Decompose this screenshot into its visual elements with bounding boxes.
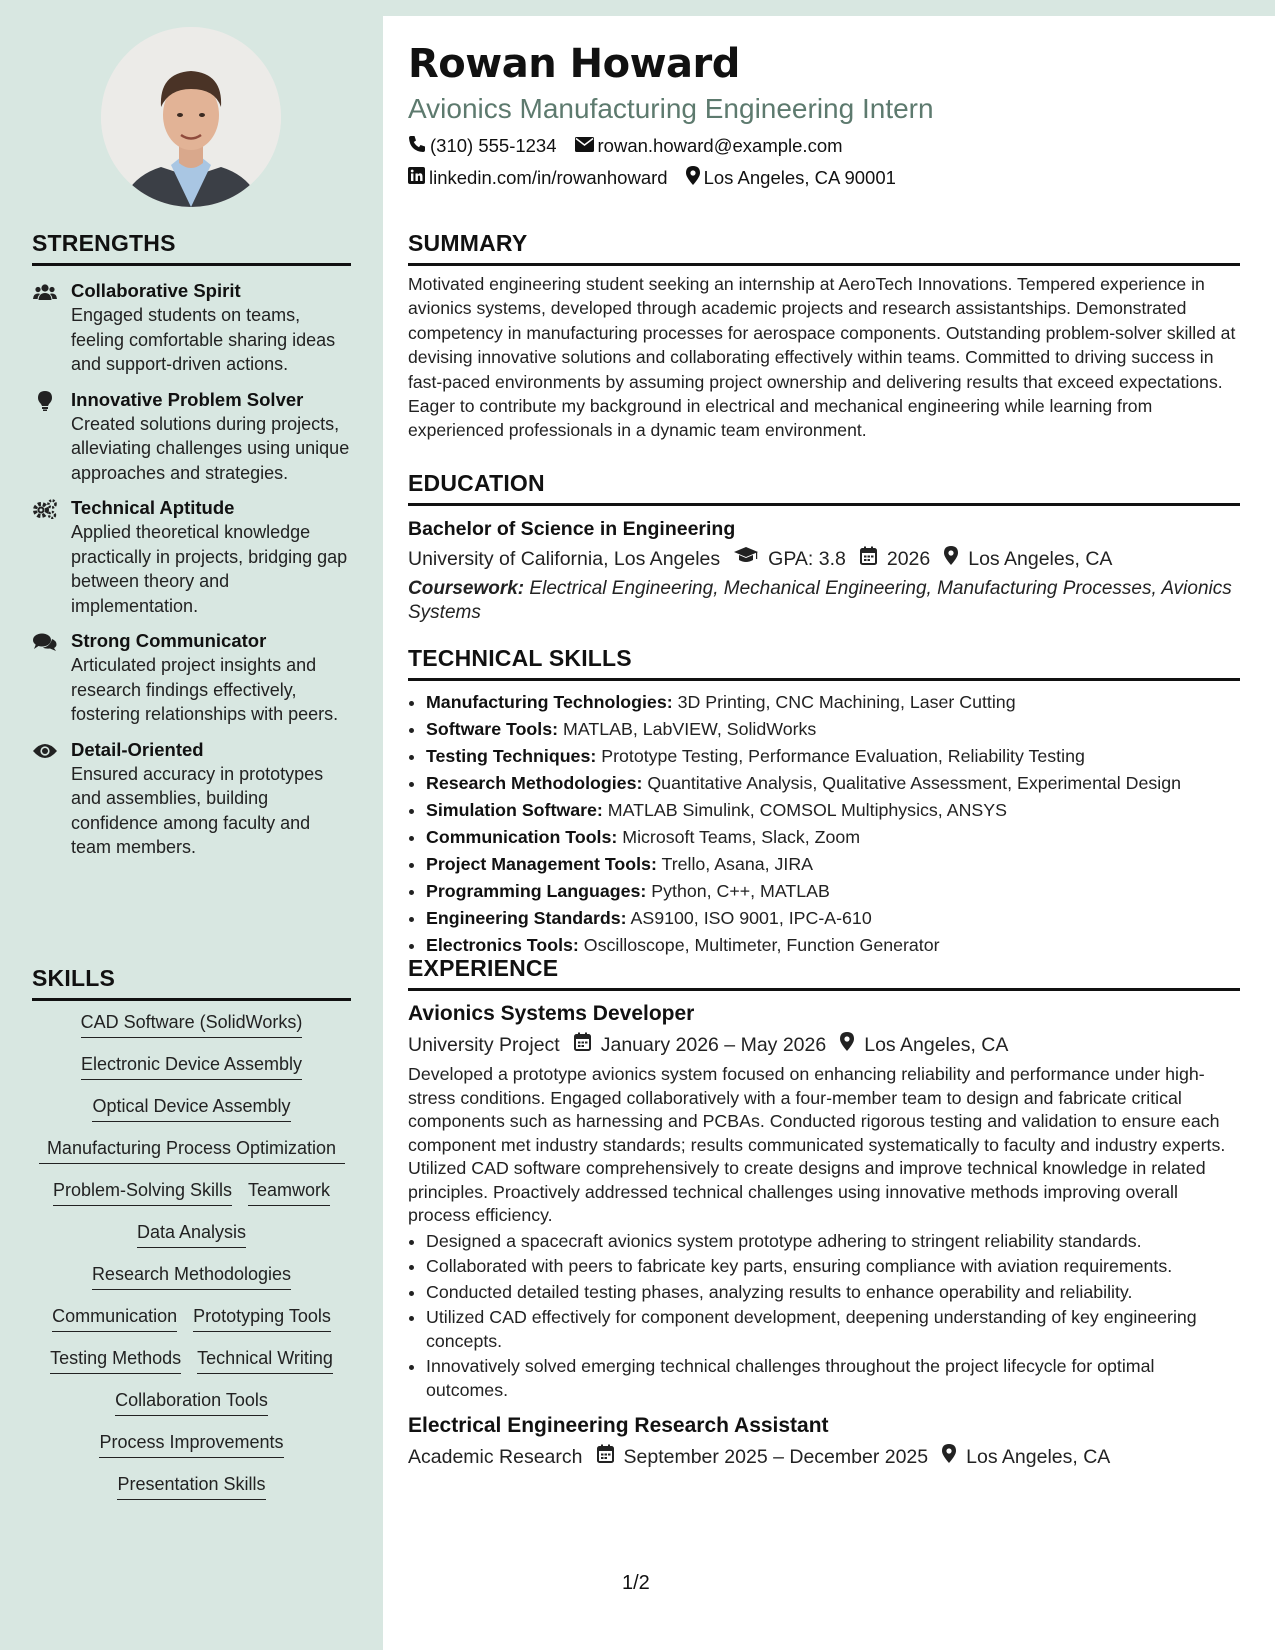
job-meta — [408, 1031, 1240, 1059]
job-organization: Academic Research — [408, 1446, 583, 1468]
skill-category: Electronics Tools: — [426, 935, 579, 955]
skill-category: Programming Languages: — [426, 881, 647, 901]
skill-list — [32, 1011, 351, 1500]
list-item: • Innovatively solved emerging technical challenges throughout the project lifecycle for optimal outcomes. — [426, 1355, 1240, 1402]
summary-text: Motivated engineering student seeking an internship at AeroTech Innovations. Tempered experience in avionics systems, developed through academic projects and research assistantships. Demonstrated competency in manufacturing processes for aerospace components. Outstanding problem-solver skilled at devising innovative solutions and collaborating effectively within teams. Committed to driving success in fast-paced environments by assuming project ownership and delivering results that exceed expectations. Eager to contribute my background in electrical and mechanical engineering while learning from experienced professionals in a dynamic team environment. — [408, 274, 1236, 441]
email-link[interactable]: rowan.howard@example.com — [597, 135, 843, 156]
skill-values: Microsoft Teams, Slack, Zoom — [622, 827, 861, 847]
skill-values: Trello, Asana, JIRA — [661, 854, 814, 874]
skill-category: Research Methodologies: — [426, 773, 643, 793]
location-pin-icon — [840, 1031, 864, 1059]
skill-category: Testing Techniques: — [426, 746, 597, 766]
technical-skills-list — [408, 689, 1240, 959]
skill-tag: Problem-Solving Skills — [53, 1179, 232, 1206]
skill-values: MATLAB, LabVIEW, SolidWorks — [563, 719, 817, 739]
skill-tag: Manufacturing Process Optimization — [39, 1137, 345, 1164]
strength-item — [32, 388, 351, 486]
coursework-label: Coursework: — [408, 578, 525, 599]
job-title: Avionics Systems Developer — [408, 1002, 695, 1025]
location-pin-icon — [944, 545, 968, 573]
skill-values: Oscilloscope, Multimeter, Function Generator — [583, 935, 940, 955]
linkedin-icon — [408, 167, 429, 189]
job-description: Developed a prototype avionics system focused on enhancing reliability and performance under high-stress conditions. Engaged collaboratively with a four-member team to design and fabricate critical components such as harnessing and PCBAs. Conducted rigorous testing and validation to ensure each component met industry standards; results communicated systematically to faculty and industry experts. Utilized CAD software comprehensively to create designs and improve technical knowledge in related principles. Proactively addressed technical challenges using innovative methods improving overall process efficiency. — [408, 1064, 1226, 1225]
technical-skills-section — [408, 645, 1240, 959]
list-item — [426, 878, 1240, 905]
header-band — [383, 0, 1275, 16]
skill-values: Python, C++, MATLAB — [651, 881, 830, 901]
strength-item — [32, 738, 351, 860]
phone-number[interactable]: (310) 555-1234 — [430, 135, 557, 156]
skill-tag: Optical Device Assembly — [92, 1095, 290, 1122]
list-item — [426, 689, 1240, 716]
education-section — [408, 470, 1240, 625]
skill-values: AS9100, ISO 9001, IPC-A-610 — [630, 908, 872, 928]
list-item — [426, 770, 1240, 797]
calendar-icon — [597, 1443, 624, 1471]
list-item — [426, 743, 1240, 770]
summary-heading: SUMMARY — [408, 230, 1240, 266]
strength-item — [32, 496, 351, 618]
graduation-year: 2026 — [886, 548, 931, 570]
skill-tag: Presentation Skills — [117, 1473, 265, 1500]
skill-category: Communication Tools: — [426, 827, 618, 847]
list-item: • Conducted detailed testing phases, analyzing results to enhance operability and reliability. — [426, 1281, 1240, 1305]
experience-section — [408, 955, 1240, 1471]
skill-tag: Collaboration Tools — [115, 1389, 268, 1416]
skill-category: Project Management Tools: — [426, 854, 657, 874]
main-content — [408, 40, 1240, 1468]
skills-heading: SKILLS — [32, 965, 351, 1001]
location-pin-icon — [686, 166, 704, 190]
job-meta — [408, 1443, 1240, 1471]
education-location: Los Angeles, CA — [968, 548, 1113, 570]
job-title: Electrical Engineering Research Assistant — [408, 1414, 829, 1437]
skill-tag: Prototyping Tools — [193, 1305, 331, 1332]
gpa-value: GPA: 3.8 — [768, 548, 846, 570]
graduation-cap-icon — [734, 545, 768, 573]
list-item — [426, 905, 1240, 932]
contact-line — [408, 166, 1240, 190]
skill-category: Simulation Software: — [426, 800, 603, 820]
strength-title: Strong Communicator — [71, 630, 267, 651]
skill-tag: Technical Writing — [197, 1347, 333, 1374]
job-bullets — [408, 1230, 1240, 1403]
candidate-role: Avionics Manufacturing Engineering Intern — [408, 93, 934, 124]
skill-tag: Process Improvements — [99, 1431, 283, 1458]
list-item: • Collaborated with peers to fabricate key parts, ensuring compliance with aviation requirements. — [426, 1255, 1240, 1279]
lightbulb-icon — [32, 390, 58, 412]
page-number: 1/2 — [622, 1572, 650, 1594]
skill-values: 3D Printing, CNC Machining, Laser Cutting — [677, 692, 1016, 712]
avatar — [101, 27, 281, 207]
skill-tag: Research Methodologies — [92, 1263, 291, 1290]
list-item: • Designed a spacecraft avionics system prototype adhering to stringent reliability standards. — [426, 1230, 1240, 1254]
strength-description: Articulated project insights and research findings effectively, fostering relationships with peers. — [71, 655, 339, 724]
coursework — [408, 577, 1240, 625]
list-item — [426, 824, 1240, 851]
skill-values: MATLAB Simulink, COMSOL Multiphysics, ANSYS — [607, 800, 1007, 820]
education-heading: EDUCATION — [408, 470, 1240, 506]
skill-tag: Teamwork — [248, 1179, 330, 1206]
skill-tag: CAD Software (SolidWorks) — [81, 1011, 303, 1038]
skill-tag: Data Analysis — [137, 1221, 246, 1248]
comments-icon — [32, 631, 58, 653]
job-location: Los Angeles, CA — [966, 1446, 1111, 1468]
job-dates: September 2025 – December 2025 — [623, 1446, 929, 1468]
strength-item — [32, 279, 351, 377]
strength-description: Engaged students on teams, feeling comfortable sharing ideas and support-driven actions. — [71, 305, 336, 374]
strength-title: Technical Aptitude — [71, 497, 235, 518]
calendar-icon — [860, 545, 887, 573]
candidate-name: Rowan Howard — [408, 41, 740, 87]
skills-section — [32, 965, 351, 1515]
calendar-icon — [574, 1031, 601, 1059]
eye-icon — [32, 740, 58, 762]
job-dates: January 2026 – May 2026 — [600, 1034, 827, 1056]
skill-tag: Communication — [52, 1305, 177, 1332]
job-entry — [408, 1000, 1240, 1402]
job-location: Los Angeles, CA — [864, 1034, 1009, 1056]
location-text: Los Angeles, CA 90001 — [703, 167, 896, 188]
strength-description: Ensured accuracy in prototypes and assemblies, building confidence among faculty and team members. — [71, 763, 324, 857]
experience-heading: EXPERIENCE — [408, 955, 1240, 991]
users-icon — [32, 281, 58, 303]
strength-description: Applied theoretical knowledge practically in projects, bridging gap between theory and implementation. — [71, 522, 348, 616]
school-name: University of California, Los Angeles — [408, 548, 721, 570]
skill-values: Prototype Testing, Performance Evaluation, Reliability Testing — [601, 746, 1085, 766]
skill-tag: Testing Methods — [50, 1347, 181, 1374]
phone-icon — [408, 135, 430, 158]
job-organization: University Project — [408, 1034, 560, 1056]
list-item: • Utilized CAD effectively for component development, deepening understanding of key engineering concepts. — [426, 1306, 1240, 1353]
list-item — [426, 797, 1240, 824]
list-item — [426, 851, 1240, 878]
list-item — [426, 716, 1240, 743]
location-pin-icon — [942, 1443, 966, 1471]
strength-title: Innovative Problem Solver — [71, 388, 304, 410]
skill-category: Engineering Standards: — [426, 908, 627, 928]
summary-section — [408, 230, 1240, 443]
degree-title: Bachelor of Science in Engineering — [408, 518, 736, 540]
skill-values: Quantitative Analysis, Qualitative Assessment, Experimental Design — [647, 773, 1182, 793]
gears-icon — [32, 498, 58, 520]
education-meta — [408, 545, 1240, 573]
strengths-heading: STRENGTHS — [32, 230, 351, 266]
strength-item — [32, 629, 351, 727]
strength-title: Detail-Oriented — [71, 738, 204, 760]
linkedin-link[interactable]: linkedin.com/in/rowanhoward — [429, 167, 668, 188]
envelope-icon — [575, 135, 598, 157]
technical-skills-heading: TECHNICAL SKILLS — [408, 645, 1240, 681]
contact-line — [408, 134, 1240, 158]
skill-tag: Electronic Device Assembly — [81, 1053, 302, 1080]
strengths-section — [32, 230, 351, 860]
skill-category: Software Tools: — [426, 719, 559, 739]
strength-description: Created solutions during projects, alleviating challenges using unique approaches and strategies. — [71, 413, 350, 483]
job-entry — [408, 1412, 1240, 1471]
strength-title: Collaborative Spirit — [71, 280, 241, 301]
skill-category: Manufacturing Technologies: — [426, 692, 673, 712]
coursework-list: Electrical Engineering, Mechanical Engineering, Manufacturing Processes, Avionics Systems — [408, 578, 1232, 623]
